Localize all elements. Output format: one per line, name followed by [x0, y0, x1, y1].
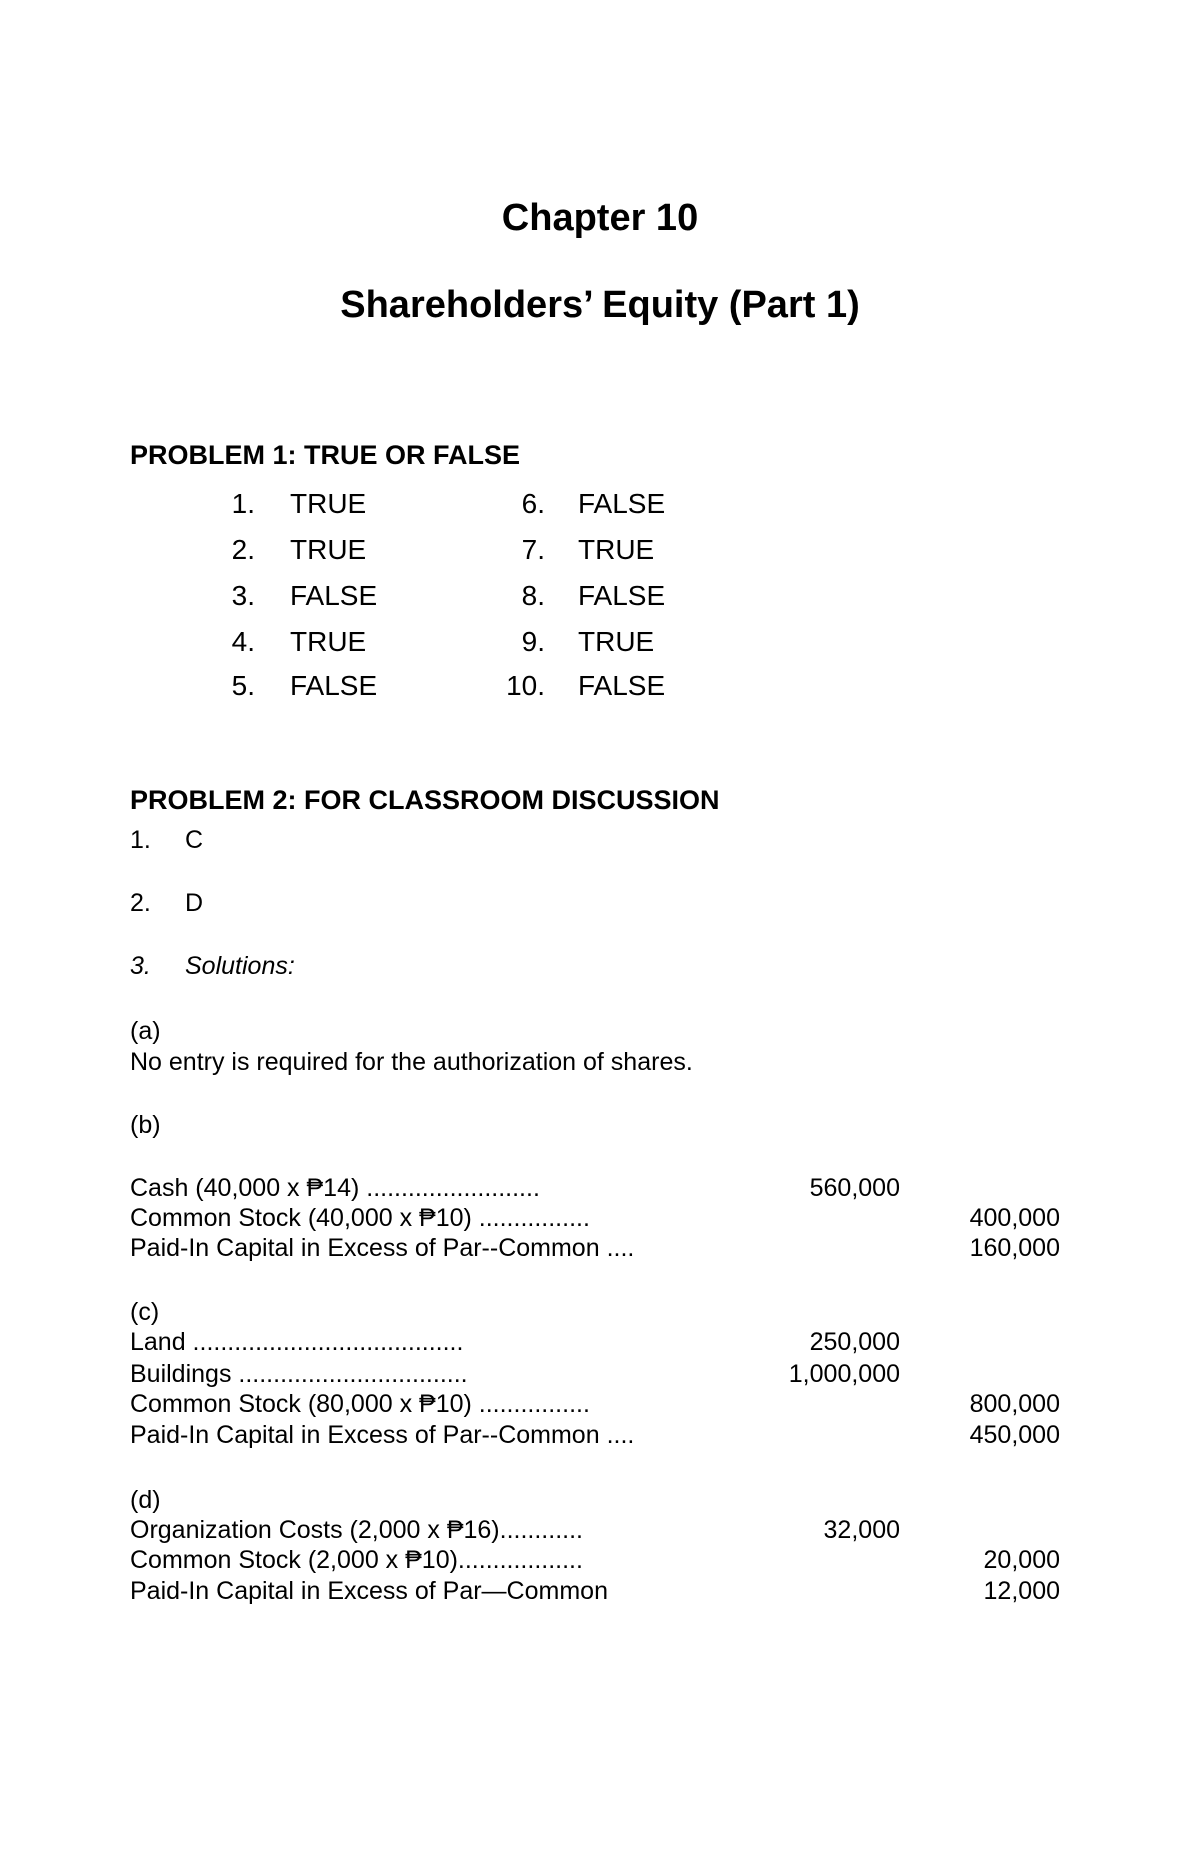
item-answer: TRUE [290, 534, 367, 565]
item-number: 1. [130, 826, 151, 854]
part-d-label: (d) [130, 1486, 161, 1514]
item-answer: FALSE [578, 670, 666, 701]
entry-row [130, 1173, 1060, 1203]
item-answer: FALSE [290, 580, 378, 611]
account-name: Common Stock (40,000 x ₱10) ................ [130, 1204, 590, 1232]
part-b-label: (b) [130, 1111, 161, 1139]
credit-amount: 800,000 [969, 1390, 1060, 1418]
item-number: 2. [231, 534, 255, 565]
debit-amount: 32,000 [823, 1516, 900, 1544]
credit-amount: 160,000 [969, 1234, 1060, 1262]
account-name: Paid-In Capital in Excess of Par—Common [130, 1577, 608, 1605]
item-answer: D [185, 889, 204, 917]
entry-row [130, 1359, 1060, 1389]
item-answer: C [185, 826, 204, 854]
item-answer: FALSE [578, 580, 666, 611]
account-name: Organization Costs (2,000 x ₱16)............ [130, 1516, 583, 1544]
chapter-subtitle: Shareholders’ Equity (Part 1) [340, 284, 860, 326]
part-a-text: No entry is required for the authorization of shares. [130, 1048, 693, 1076]
entry-row [130, 1545, 1060, 1575]
problem1-heading: PROBLEM 1: TRUE OR FALSE [130, 440, 521, 470]
entry-row [130, 1576, 1060, 1606]
item-answer: TRUE [578, 626, 655, 657]
item-number: 1. [231, 488, 255, 519]
item-answer: FALSE [578, 488, 666, 519]
item-number: 10. [506, 670, 545, 701]
item-answer: TRUE [290, 626, 367, 657]
credit-amount: 12,000 [983, 1577, 1060, 1605]
entry-row [130, 1233, 1060, 1263]
credit-amount: 450,000 [969, 1421, 1060, 1449]
account-name: Common Stock (80,000 x ₱10) ................ [130, 1390, 590, 1418]
item-answer: TRUE [290, 488, 367, 519]
debit-amount: 560,000 [809, 1174, 900, 1202]
account-name: Land ....................................... [130, 1328, 464, 1356]
credit-amount: 400,000 [969, 1204, 1060, 1232]
item-number: 4. [231, 626, 255, 657]
item-number: 9. [521, 626, 545, 657]
item-number: 3. [130, 952, 151, 980]
item-answer: Solutions: [185, 952, 295, 980]
entry-row [130, 1327, 1060, 1357]
chapter-title: Chapter 10 [501, 197, 699, 239]
problem2-heading: PROBLEM 2: FOR CLASSROOM DISCUSSION [130, 785, 720, 815]
item-number: 8. [521, 580, 545, 611]
entry-row [130, 1203, 1060, 1233]
item-number: 2. [130, 889, 151, 917]
account-name: Paid-In Capital in Excess of Par--Common .... [130, 1234, 635, 1262]
account-name: Cash (40,000 x ₱14) ......................... [130, 1174, 540, 1202]
account-name: Common Stock (2,000 x ₱10).................. [130, 1546, 583, 1574]
part-c-label: (c) [130, 1298, 160, 1326]
entry-row [130, 1515, 1060, 1545]
item-answer: TRUE [578, 534, 655, 565]
entry-row [130, 1389, 1060, 1419]
account-name: Buildings ................................. [130, 1360, 468, 1388]
item-number: 7. [521, 534, 545, 565]
debit-amount: 250,000 [809, 1328, 900, 1356]
part-a-label: (a) [130, 1017, 161, 1045]
account-name: Paid-In Capital in Excess of Par--Common .... [130, 1421, 635, 1449]
debit-amount: 1,000,000 [788, 1360, 900, 1388]
item-number: 3. [231, 580, 255, 611]
credit-amount: 20,000 [983, 1546, 1060, 1574]
entry-row [130, 1420, 1060, 1450]
item-number: 6. [521, 488, 545, 519]
item-number: 5. [231, 670, 255, 701]
item-answer: FALSE [290, 670, 378, 701]
